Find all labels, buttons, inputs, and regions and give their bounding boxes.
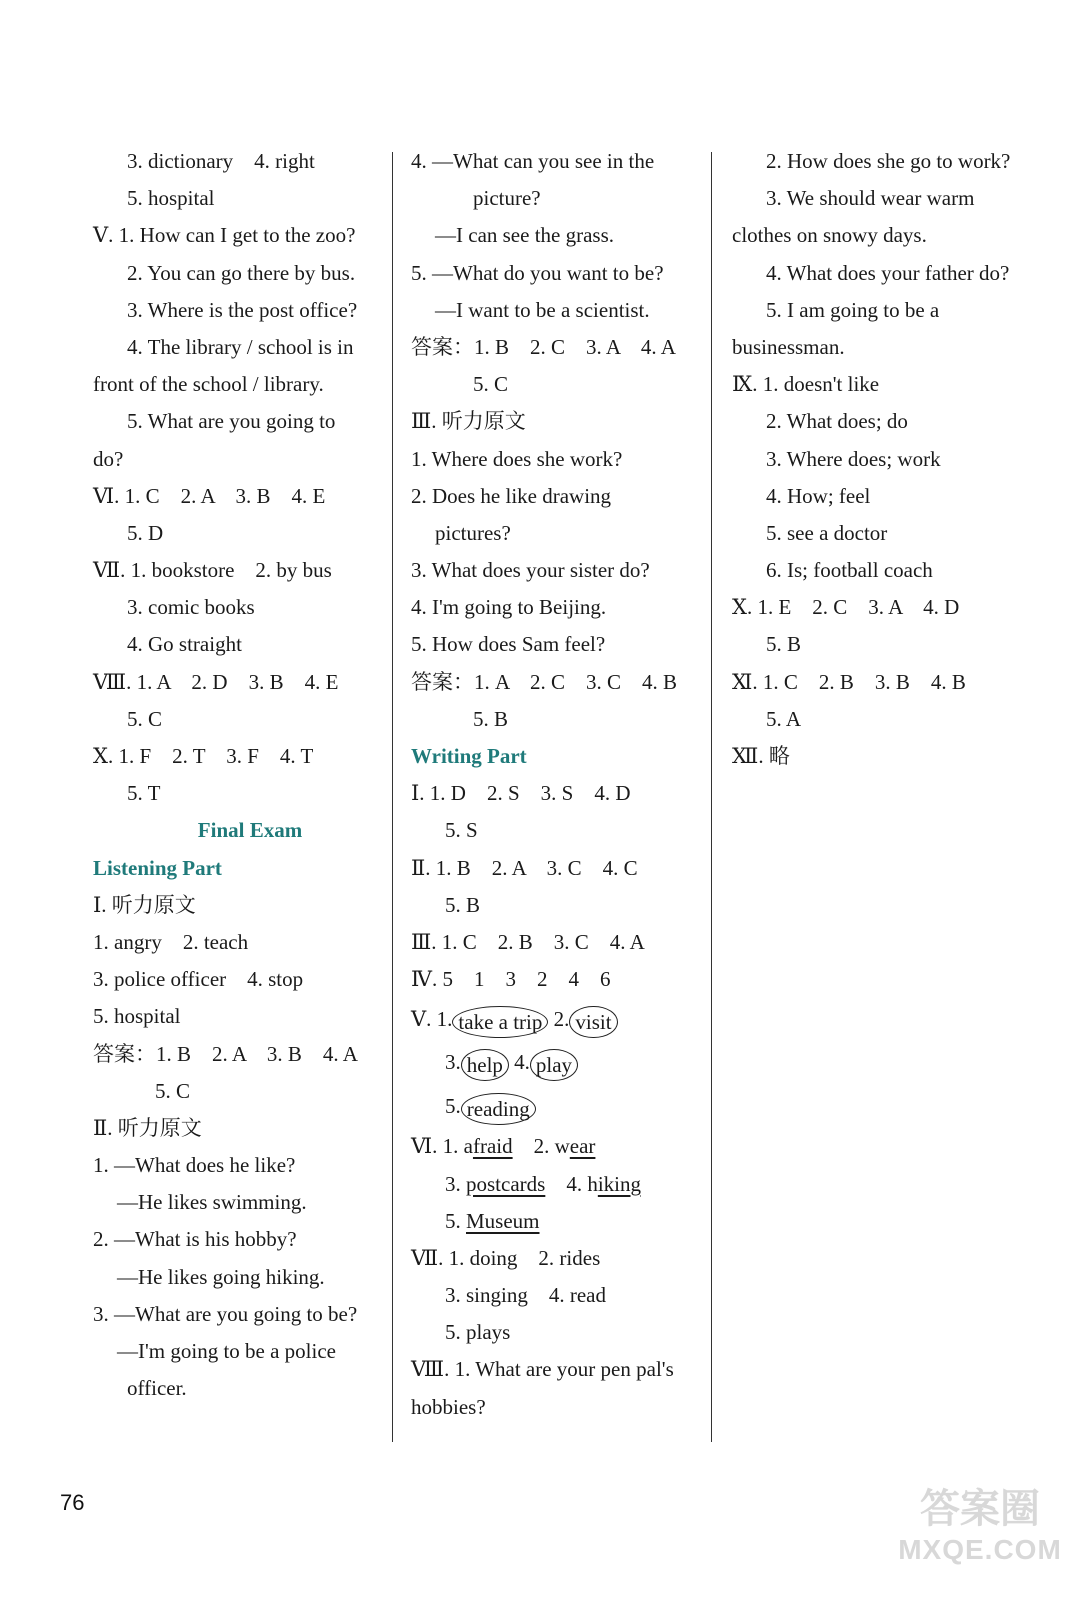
answer-line: 5. hospital <box>127 186 215 211</box>
watermark-url: MXQE.COM <box>898 1534 1062 1565</box>
answer-line: hobbies? <box>411 1394 486 1419</box>
answer-line <box>411 1166 711 1203</box>
answer-line: 1. angry 2. teach <box>93 929 249 954</box>
dialogue-line: 3. —What are you going to be? <box>93 1301 358 1326</box>
section-x-line: Ⅹ. 1. E 2. C 3. A 4. D <box>732 595 960 620</box>
item-text: 3. <box>445 1171 466 1196</box>
section-ii-line: Ⅱ. 1. B 2. A 3. C 4. C <box>411 855 638 880</box>
answer-line: 4. The library / school is in <box>127 334 354 359</box>
answer-line: 3. We should wear warm <box>766 186 975 211</box>
answer-line: 4. I'm going to Beijing. <box>411 595 607 620</box>
answer-line: 3. What does your sister do? <box>411 558 650 583</box>
underlined-answer: Museum <box>466 1208 540 1233</box>
answer-line: 5. plays <box>445 1320 511 1345</box>
section-iii-line: Ⅲ. 听力原文 <box>411 409 526 434</box>
answer-line: pictures? <box>435 520 511 545</box>
answer-key-line: 答案：1. A 2. C 3. C 4. B <box>411 669 678 694</box>
watermark-logo <box>895 1485 1065 1585</box>
dialogue-line: picture? <box>473 186 541 211</box>
page-number: 76 <box>60 1490 85 1515</box>
circled-answer: play <box>530 1049 578 1081</box>
item-number: Ⅴ. 1. <box>411 1007 453 1032</box>
answer-line: 2. How does she go to work? <box>766 149 1011 173</box>
section-viii-line: Ⅷ. 1. A 2. D 3. B 4. E <box>93 669 339 694</box>
dialogue-line: —I'm going to be a police <box>117 1339 336 1363</box>
dialogue-line: 2. —What is his hobby? <box>93 1227 297 1252</box>
dialogue-line: —He likes going hiking. <box>117 1264 325 1289</box>
section-vii-line: Ⅶ. 1. bookstore 2. by bus <box>93 558 332 583</box>
answer-key-line: 答案：1. B 2. A 3. B 4. A <box>93 1041 358 1066</box>
section-iv-line: Ⅳ. 5 1 3 2 4 6 <box>411 967 611 992</box>
answer-line: 3. Where does; work <box>766 446 941 471</box>
answer-line: businessman. <box>732 334 845 359</box>
dialogue-line: —I can see the grass. <box>435 223 615 248</box>
answer-line: 5. I am going to be a <box>766 297 940 322</box>
dialogue-line: 4. —What can you see in the <box>411 149 655 173</box>
answer-key-line: 答案：1. B 2. C 3. A 4. A <box>411 334 676 359</box>
answer-line: 6. Is; football coach <box>766 558 933 583</box>
answer-line: front of the school / library. <box>93 372 324 397</box>
circled-answer: reading <box>461 1093 536 1125</box>
writing-part-heading: Writing Part <box>411 744 527 768</box>
answer-line: 5. B <box>473 706 509 731</box>
item-text: 5. <box>445 1208 466 1233</box>
section-xi-line: Ⅺ. 1. C 2. B 3. B 4. B <box>732 669 966 694</box>
section-i-line: Ⅰ. 听力原文 <box>93 892 196 917</box>
section-v-line: Ⅴ. 1. How can I get to the zoo? <box>93 223 356 248</box>
listening-part-heading: Listening Part <box>93 855 222 880</box>
answer-line: 5. B <box>445 892 481 917</box>
section-xii-line: Ⅻ. 略 <box>732 744 790 768</box>
dialogue-line: —I want to be a scientist. <box>435 297 650 322</box>
column-divider <box>392 152 393 1442</box>
answer-line: 3. comic books <box>127 595 255 620</box>
answer-line: 4. What does your father do? <box>766 260 1010 285</box>
answer-line: 3. police officer 4. stop <box>93 967 304 992</box>
item-number: 4. <box>514 1050 530 1075</box>
answer-line: 5. C <box>155 1078 191 1103</box>
answer-line: 5. How does Sam feel? <box>411 632 606 657</box>
answer-line: 1. Where does she work? <box>411 446 623 471</box>
answer-line: 5. S <box>445 818 478 843</box>
section-vi-line <box>411 1128 711 1165</box>
answer-line: 5. What are you going to <box>127 409 336 434</box>
answer-line: 4. How; feel <box>766 483 871 508</box>
section-vii-line: Ⅶ. 1. doing 2. rides <box>411 1245 601 1270</box>
answer-line: clothes on snowy days. <box>732 223 927 248</box>
section-x-line: Ⅹ. 1. F 2. T 3. F 4. T <box>93 744 314 768</box>
circled-answer: take a trip <box>452 1006 548 1038</box>
answer-line: 2. What does; do <box>766 409 908 434</box>
answer-line: 5. C <box>127 706 163 731</box>
answer-line: 2. You can go there by bus. <box>127 260 356 285</box>
answer-line: 5. B <box>766 632 802 657</box>
answer-line <box>411 1084 711 1128</box>
item-number: 3. <box>445 1050 461 1075</box>
answer-line: 3. singing 4. read <box>445 1283 606 1308</box>
underlined-answer: fraid <box>472 1134 513 1159</box>
section-viii-line: Ⅷ. 1. What are your pen pal's <box>411 1357 674 1382</box>
item-text: 2. w <box>533 1134 570 1159</box>
answer-line: 5. hospital <box>93 1004 181 1029</box>
section-i-line: Ⅰ. 1. D 2. S 3. S 4. D <box>411 781 631 806</box>
item-number: 5. <box>445 1094 461 1119</box>
answer-column-2 <box>411 143 711 1426</box>
dialogue-line: 5. —What do you want to be? <box>411 260 664 285</box>
answer-line: 5. A <box>766 706 802 731</box>
answer-line <box>411 1040 711 1084</box>
answer-column-3 <box>732 143 1022 775</box>
underlined-answer: iking <box>597 1171 641 1196</box>
watermark-text: 答案圈 <box>920 1487 1040 1531</box>
circled-answer: help <box>461 1049 509 1081</box>
section-ii-line: Ⅱ. 听力原文 <box>93 1115 202 1140</box>
answer-line: 2. Does he like drawing <box>411 483 612 508</box>
column-divider <box>711 152 712 1442</box>
answer-column-1 <box>93 143 383 1407</box>
circled-answer: visit <box>569 1006 617 1038</box>
answer-line: 5. see a doctor <box>766 520 888 545</box>
final-exam-heading: Final Exam <box>197 818 303 843</box>
item-text: Ⅵ. 1. a <box>411 1134 473 1159</box>
answer-line: 5. T <box>127 781 161 806</box>
section-ix-line: Ⅸ. 1. doesn't like <box>732 372 880 397</box>
answer-line: 5. C <box>473 372 509 397</box>
section-v-line <box>411 998 711 1040</box>
answer-line: 4. Go straight <box>127 632 242 657</box>
underlined-answer: postcards <box>466 1171 546 1196</box>
answer-line: 3. Where is the post office? <box>127 297 358 322</box>
underlined-answer: ear <box>569 1134 596 1159</box>
section-vi-line: Ⅵ. 1. C 2. A 3. B 4. E <box>93 483 326 508</box>
dialogue-line: —He likes swimming. <box>117 1190 307 1215</box>
dialogue-line: officer. <box>127 1376 187 1401</box>
answer-line <box>411 1203 711 1240</box>
answer-line: 5. D <box>127 520 164 545</box>
item-text: 4. h <box>566 1171 598 1196</box>
answer-line: 3. dictionary 4. right <box>127 149 315 173</box>
answer-line: do? <box>93 446 124 471</box>
dialogue-line: 1. —What does he like? <box>93 1153 296 1178</box>
item-number: 2. <box>553 1007 570 1032</box>
section-iii-line: Ⅲ. 1. C 2. B 3. C 4. A <box>411 929 645 954</box>
